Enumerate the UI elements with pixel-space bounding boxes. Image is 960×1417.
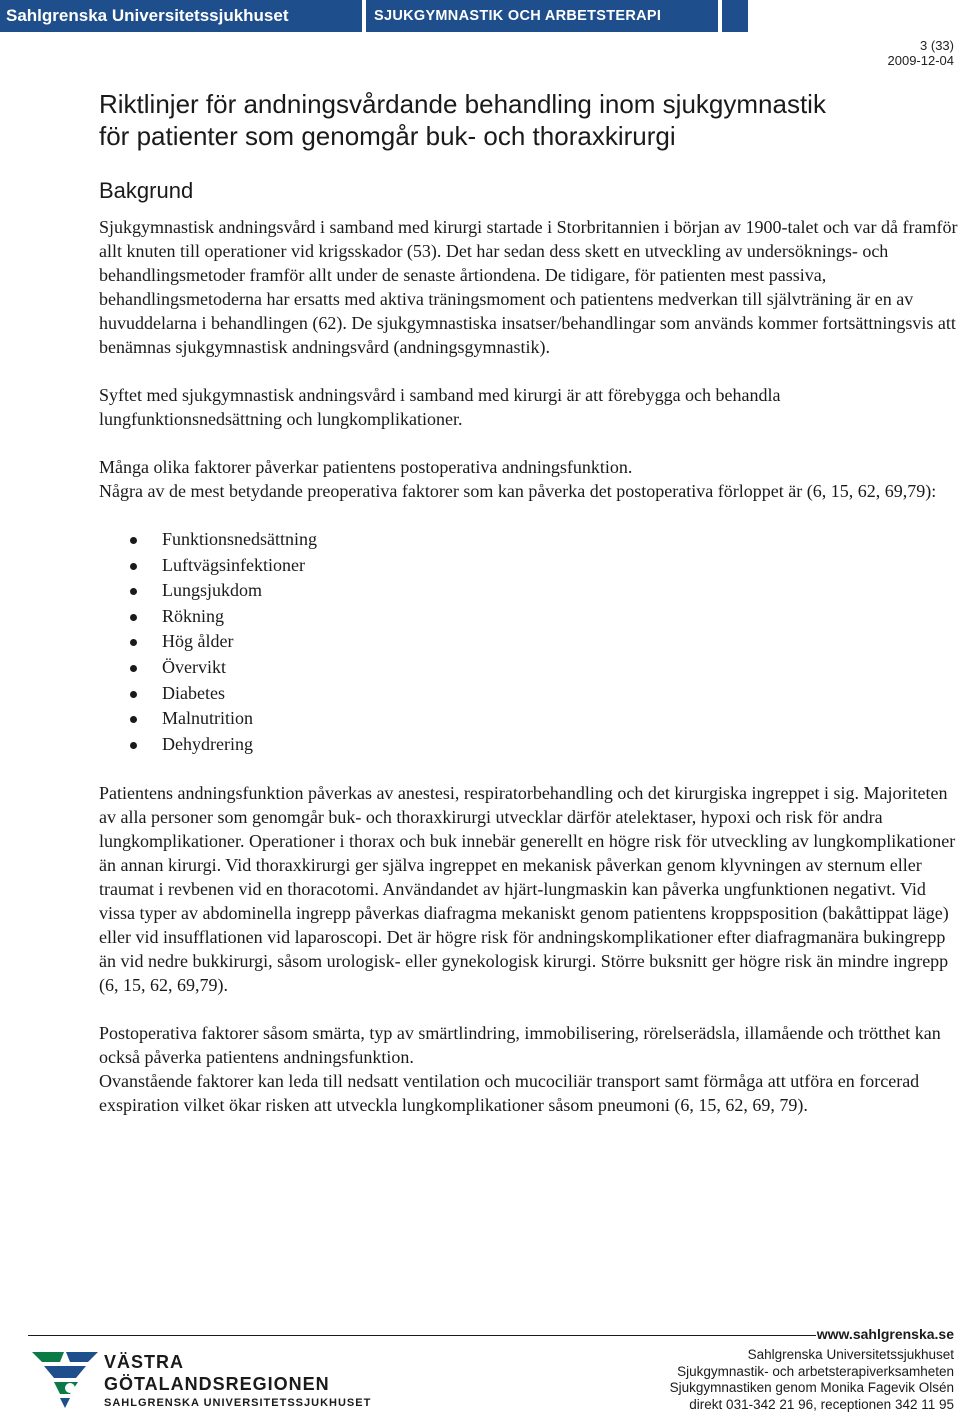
org-name: Sahlgrenska Universitetssjukhuset: [0, 0, 362, 32]
footer-divider: [28, 1335, 816, 1336]
dept-name: SJUKGYMNASTIK OCH ARBETSTERAPI: [366, 0, 718, 32]
paragraph-factors-intro: Många olika faktorer påverkar patientens postoperativa andningsfunktion.: [99, 457, 633, 477]
paragraph-preop-factors: Några av de mest betydande preoperativa faktorer som kan påverka det postoperativa förloppet är (6, 15, 62, 69,79):: [99, 481, 937, 501]
list-item: Luftvägsinfektioner: [99, 553, 960, 579]
paragraph-purpose: Syftet med sjukgymnastisk andningsvård i samband med kirurgi är att förebygga och behandla lungfunktionsnedsättning och lungkomplikationer.: [99, 385, 781, 429]
list-item: Lungsjukdom: [99, 578, 960, 604]
document-body: [99, 215, 960, 1141]
header-banner: [0, 0, 960, 32]
page-number: 3 (33): [920, 38, 954, 53]
paragraph-postop-factors: Postoperativa faktorer såsom smärta, typ av smärtlindring, immobilisering, rörelserädsla, illamående och trötthet kan också påverka patientens andningsfunktion.: [99, 1023, 941, 1068]
footer-phone: direkt 031-342 21 96, receptionen 342 11 95: [689, 1396, 954, 1412]
footer-org: Sahlgrenska Universitetssjukhuset: [747, 1347, 954, 1362]
banner-accent-block: [722, 0, 748, 32]
section-heading: Bakgrund: [99, 178, 194, 203]
list-item: Funktionsnedsättning: [99, 527, 960, 553]
paragraph-surgery-effects: Patientens andningsfunktion påverkas av anestesi, respiratorbehandling och det kirurgiska ingreppet i sig. Majoriteten av alla personer som genomgår buk- och thoraxkirurgi utvecklar därför atelektaser, hypoxi och risk för andra lungkomplikationer. Operationer i thorax och buk innebär generellt en högre risk för utveckling av lungkomplikationer än annan kirurgi. Vid thoraxkirurgi ger själva ingreppet en mekanisk påverkan genom klyvningen av sternum eller traumat i revbenen vid en thoracotomi. Användandet av hjärt-lungmaskin kan påverka ungfunktionen negativt. Vid vissa typer av abdominella ingrepp påverkas diafragma mekaniskt genom patientens kroppsposition (bakåttippat läge) eller vid insufflationen vid laparoscopi. Det är högre risk för andningskomplikationer efter diafragmanära bukingrepp än vid nedre bukkirurgi, såsom urologisk- eller gynekologisk kirurgi. Större buksnitt ger högre risk än mindre ingrepp (6, 15, 62, 69,79).: [99, 783, 956, 996]
paragraph-consequences: Ovanstående faktorer kan leda till nedsatt ventilation och mucociliär transport samt förmåga att utföra en forcerad exspiration vilket ökar risken att utveckla lungkomplikationer såsom pneumoni (6, 15, 62, 69, 79).: [99, 1071, 920, 1116]
logo-text-vastra: VÄSTRA: [104, 1352, 185, 1372]
document-title: [99, 88, 939, 152]
vgr-logo: [30, 1348, 375, 1410]
logo-text-region: GÖTALANDSREGIONEN: [104, 1374, 330, 1394]
logo-text-hospital: SAHLGRENSKA UNIVERSITETSSJUKHUSET: [104, 1397, 372, 1409]
list-item: Dehydrering: [99, 732, 960, 758]
list-item: Övervikt: [99, 655, 960, 681]
paragraph-background: Sjukgymnastisk andningsvård i samband med kirurgi startade i Storbritannien i början av 1900-talet och var då framför allt knuten till operationer vid krigsskador (53). Det har sedan dess skett en utveckling av undersöknings- och behandlingsmetoder framför allt under de senaste årtiondena. De tidigare, för patienten mest passiva, behandlingsmetoderna har ersatts med aktiva träningsmoment och patientens medverkan till självträning är en av huvuddelarna i behandlingen (62). De sjukgymnastiska insatser/behandlingar som används kommer fortsättningsvis att benämnas sjukgymnastisk andningsvård (andningsgymnastik).: [99, 217, 958, 357]
doc-date: 2009-12-04: [887, 53, 954, 68]
title-line-2: för patienter som genomgår buk- och thoraxkirurgi: [99, 121, 676, 151]
title-line-1: Riktlinjer för andningsvårdande behandling inom sjukgymnastik: [99, 89, 826, 119]
vgr-emblem-icon: [30, 1348, 100, 1410]
list-item: Malnutrition: [99, 706, 960, 732]
website-link[interactable]: www.sahlgrenska.se: [816, 1326, 954, 1342]
list-item: Hög ålder: [99, 629, 960, 655]
footer-unit: Sjukgymnastik- och arbetsterapiverksamheten: [677, 1363, 954, 1379]
footer-contact-person: Sjukgymnastiken genom Monika Fagevik Olsén: [669, 1380, 954, 1395]
list-item: Diabetes: [99, 681, 960, 707]
page-meta: [888, 38, 955, 68]
footer-contact: [670, 1347, 954, 1413]
list-item: Rökning: [99, 604, 960, 630]
risk-factor-list: [99, 527, 960, 757]
